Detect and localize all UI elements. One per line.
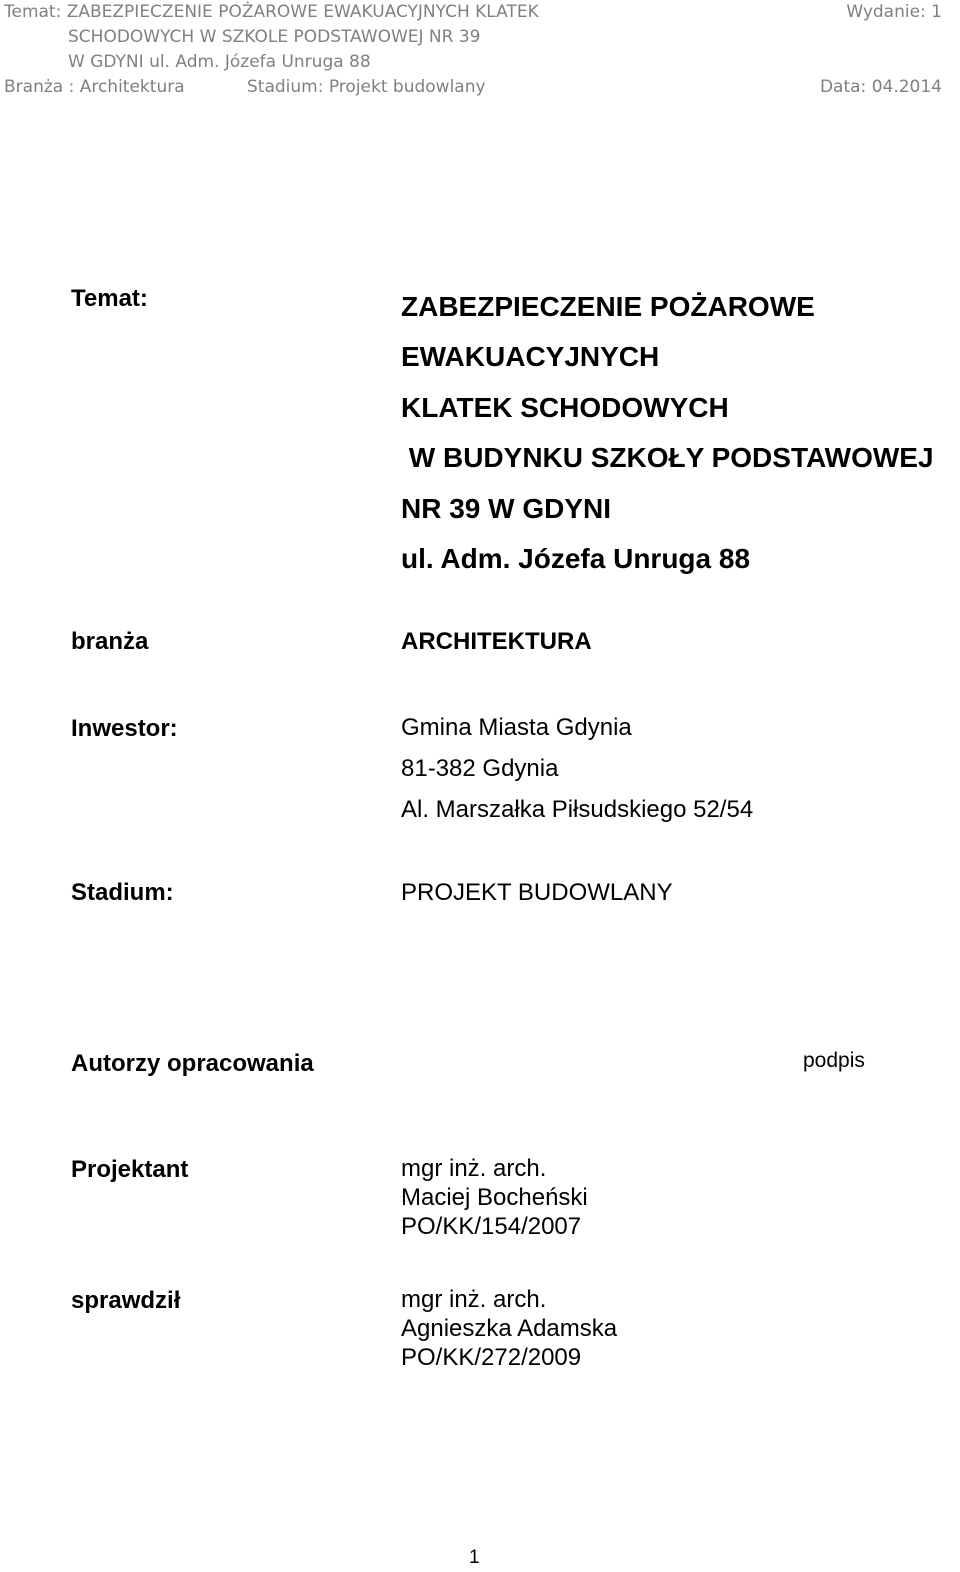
header-address: W GDYNI ul. Adm. Józefa Unruga 88 bbox=[68, 52, 371, 72]
header-branch: Branża : Architektura bbox=[4, 77, 185, 97]
checker-title: mgr inż. arch. bbox=[401, 1286, 547, 1313]
topic-title bbox=[401, 282, 934, 584]
designer-license: PO/KK/154/2007 bbox=[401, 1213, 582, 1240]
checker-block bbox=[401, 1285, 617, 1372]
investor-name: Gmina Miasta Gdynia bbox=[401, 714, 632, 741]
branch-label: branża bbox=[71, 628, 149, 655]
header-topic: Temat: ZABEZPIECZENIE POŻAROWE EWAKUACYJNYCH KLATEK bbox=[4, 2, 539, 22]
designer-name: Maciej Bocheński bbox=[401, 1184, 588, 1211]
designer-label: Projektant bbox=[71, 1156, 189, 1183]
topic-label: Temat: bbox=[71, 285, 148, 312]
investor-city: 81-382 Gdynia bbox=[401, 755, 559, 782]
topic-line: W BUDYNKU SZKOŁY PODSTAWOWEJ bbox=[401, 442, 934, 474]
investor-label: Inwestor: bbox=[71, 715, 178, 742]
topic-line: KLATEK SCHODOWYCH bbox=[401, 391, 729, 423]
branch-value: ARCHITEKTURA bbox=[401, 628, 592, 655]
checker-label: sprawdził bbox=[71, 1287, 181, 1314]
header-edition: Wydanie: 1 bbox=[846, 2, 942, 22]
checker-license: PO/KK/272/2009 bbox=[401, 1344, 582, 1371]
designer-title: mgr inż. arch. bbox=[401, 1155, 547, 1182]
stage-value: PROJEKT BUDOWLANY bbox=[401, 879, 673, 906]
header-topic-cont: SCHODOWYCH W SZKOLE PODSTAWOWEJ NR 39 bbox=[68, 27, 481, 47]
header-date: Data: 04.2014 bbox=[819, 77, 942, 97]
topic-line: EWAKUACYJNYCH bbox=[401, 341, 660, 373]
page-number: 1 bbox=[469, 1547, 480, 1568]
investor-street: Al. Marszałka Piłsudskiego 52/54 bbox=[401, 796, 754, 823]
investor-block bbox=[401, 707, 753, 830]
topic-line: NR 39 W GDYNI bbox=[401, 492, 612, 524]
topic-line: ul. Adm. Józefa Unruga 88 bbox=[401, 543, 751, 575]
designer-block bbox=[401, 1154, 588, 1241]
header-stage: Stadium: Projekt budowlany bbox=[247, 77, 486, 97]
stage-label: Stadium: bbox=[71, 879, 174, 906]
checker-name: Agnieszka Adamska bbox=[401, 1315, 618, 1342]
authors-label: Autorzy opracowania bbox=[71, 1050, 314, 1077]
topic-line: ZABEZPIECZENIE POŻAROWE bbox=[401, 291, 815, 322]
signature-label: podpis bbox=[803, 1049, 865, 1072]
